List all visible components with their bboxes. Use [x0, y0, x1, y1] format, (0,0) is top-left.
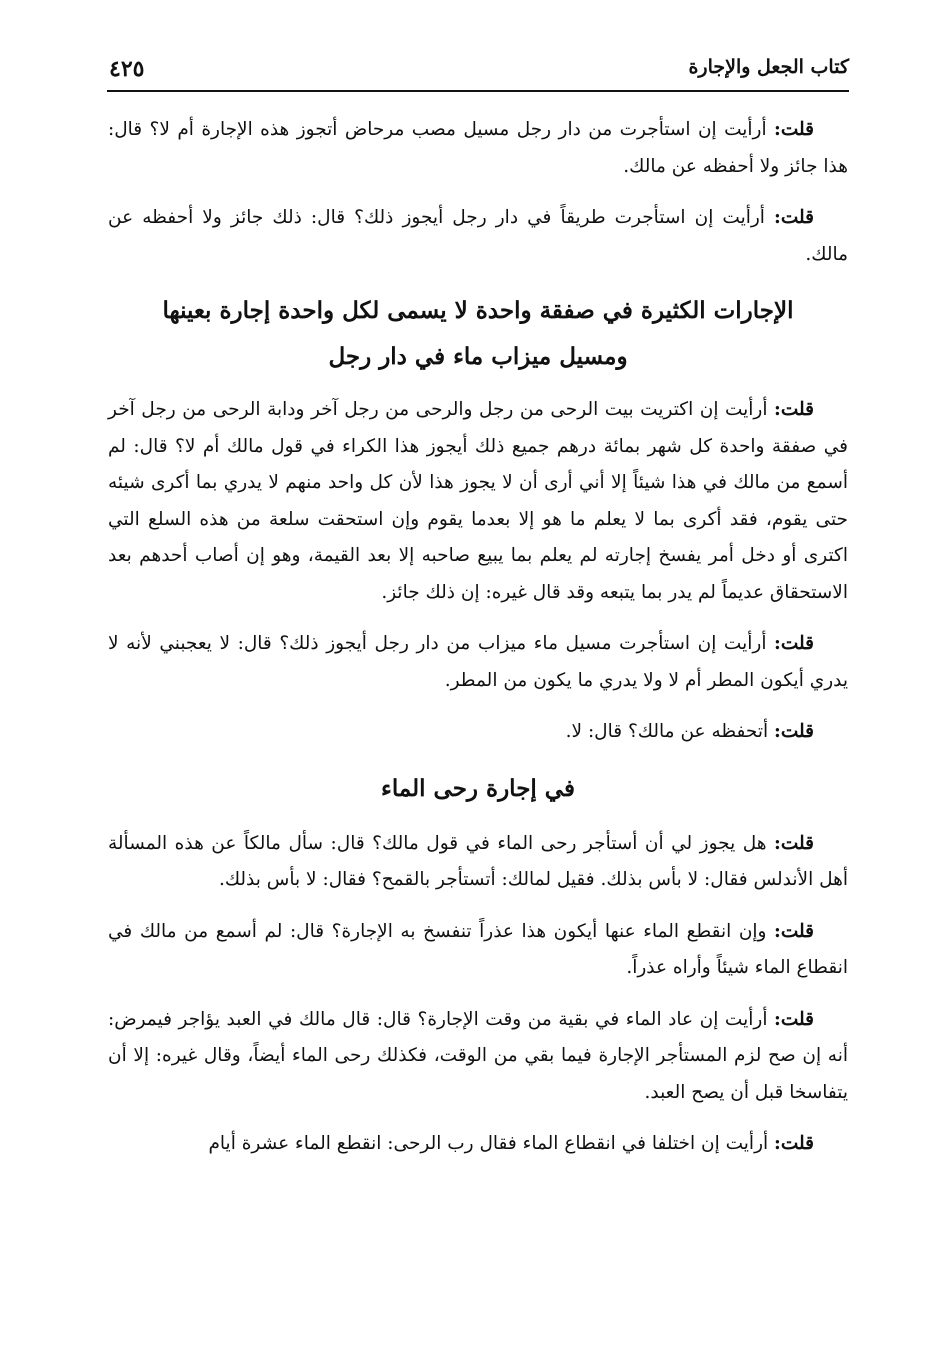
- paragraph-lead: قلت:: [774, 1008, 814, 1030]
- paragraph-text: أرأيت إن استأجرت طريقاً في دار رجل أيجوز ذلك؟ قال: ذلك جائز ولا أحفظه عن مالك.: [108, 207, 848, 265]
- paragraph-lead: قلت:: [774, 721, 814, 742]
- paragraph: [108, 392, 848, 611]
- paragraph-lead: قلت:: [774, 1133, 814, 1154]
- paragraph: [108, 714, 848, 751]
- page-header: [107, 50, 849, 92]
- section-heading-line-1: في إجارة رحى الماء: [381, 774, 575, 802]
- paragraph: [108, 1126, 848, 1163]
- page-number: ٤٢٥: [109, 56, 145, 82]
- section-heading-line-2: ومسيل ميزاب ماء في دار رجل: [328, 343, 628, 370]
- running-title: كتاب الجعل والإجارة: [688, 56, 849, 78]
- paragraph: [108, 626, 848, 699]
- paragraph-text: أرأيت إن اختلفا في انقطاع الماء فقال رب الرحى: انقطع الماء عشرة أيام: [208, 1133, 775, 1154]
- paragraph-lead: قلت:: [774, 207, 814, 228]
- paragraph-lead: قلت:: [774, 399, 814, 420]
- paragraph: [108, 914, 848, 987]
- paragraph-text: هل يجوز لي أن أستأجر رحى الماء في قول مالك؟ قال: سأل مالكاً عن هذه المسألة أهل الأندلس فقال: لا بأس بذلك. فقيل لمالك: أتستأجر بالقمح؟ فقال: لا بأس بذلك.: [108, 832, 848, 890]
- section-heading: [108, 766, 848, 812]
- paragraph: [108, 200, 848, 273]
- paragraph: [108, 112, 848, 185]
- paragraph-text: أرأيت إن استأجرت مسيل ماء ميزاب من دار رجل أيجوز ذلك؟ قال: لا يعجبني لأنه لا يدري أيكون المطر أم لا ولا يدري ما يكون من المطر.: [108, 633, 848, 691]
- paragraph-lead: قلت:: [774, 633, 814, 654]
- paragraph-text: أرأيت إن اكتريت بيت الرحى من رجل والرحى من رجل آخر ودابة الرحى من رجل آخر في صفقة واحدة كل شهر بمائة درهم جميع ذلك أيجوز هذا الكراء في قول مالك أم لا؟ قال: لم أسمع من مالك في هذا شيئاً إلا أني أرى أن لا يجوز هذا لأن كل واحد منهم لا يدري بما أكرى شيئه حتى يقوم، فقد أكرى بما لا يعلم ما هو إلا بعدما يقوم وإن استحقت سلعة من هذه السلع التي اكترى أو دخل أمر يفسخ إجارته لم يعلم بما يبيع صاحبه إلا بعد القيمة، وهو إن أصاب أحدهم بعد الاستحقاق عديماً لم يدر بما يتبعه وقد قال غيره: إن ذلك جائز.: [108, 399, 848, 603]
- paragraph-text: أرأيت إن استأجرت من دار رجل مسيل مصب مرحاض أتجوز هذه الإجارة أم لا؟ قال: هذا جائز ولا أحفظه عن مالك.: [108, 119, 848, 177]
- section-heading-line-1: الإجارات الكثيرة في صفقة واحدة لا يسمى لكل واحدة إجارة بعينها: [162, 297, 794, 324]
- paragraph-lead: قلت:: [774, 832, 814, 854]
- paragraph: [108, 826, 848, 899]
- paragraph-lead: قلت:: [774, 920, 814, 942]
- paragraph: [108, 1002, 848, 1112]
- paragraph-text: أرأيت إن عاد الماء في بقية من وقت الإجارة؟ قال: قال مالك في العبد يؤاجر فيمرض: أنه إن صح لزم المستأجر الإجارة فيما بقي من الوقت، فكذلك رحى الماء أيضاً، وقال غيره: إلا أن يتفاسخا قبل أن يصح العبد.: [108, 1008, 848, 1103]
- paragraph-lead: قلت:: [774, 119, 814, 140]
- section-heading: [108, 288, 848, 380]
- page-body: [108, 112, 848, 1178]
- paragraph-text: وإن انقطع الماء عنها أيكون هذا عذراً تنفسخ به الإجارة؟ قال: لم أسمع من مالك في انقطاع الماء شيئاً وأراه عذراً.: [108, 920, 848, 978]
- paragraph-text: أتحفظه عن مالك؟ قال: لا.: [565, 721, 775, 742]
